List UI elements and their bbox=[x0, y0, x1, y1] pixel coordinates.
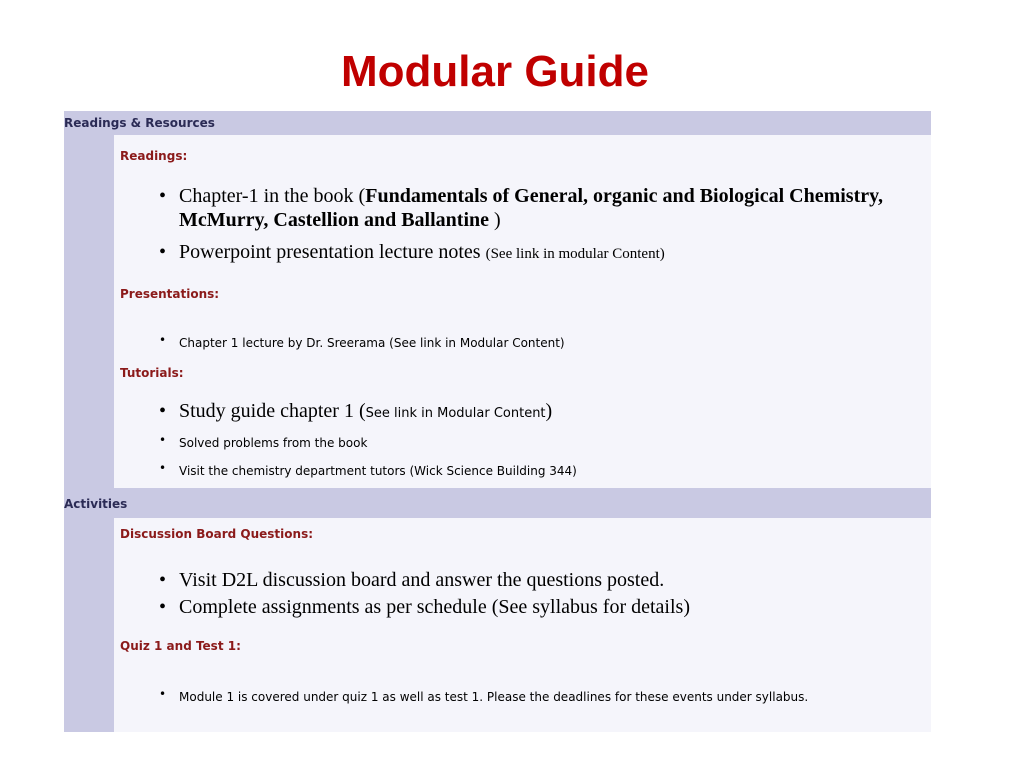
bullet: • bbox=[159, 461, 167, 475]
bullet: • bbox=[159, 687, 167, 701]
modular-guide-panel bbox=[64, 111, 931, 732]
subheading-quiz-test: Quiz 1 and Test 1: bbox=[120, 639, 241, 653]
quiz-module1-text: Module 1 is covered under quiz 1 as well as test 1. Please the deadlines for these events under syllabus. bbox=[179, 690, 809, 704]
section-body-readings-resources bbox=[114, 135, 931, 488]
subheading-tutorials: Tutorials: bbox=[120, 366, 184, 380]
list-item-tutorial-study-guide bbox=[159, 399, 919, 426]
tutorial-study-guide-close: ) bbox=[545, 400, 553, 422]
list-item-presentation-chapter1 bbox=[159, 334, 919, 352]
section-body-activities bbox=[114, 518, 931, 732]
bullet: • bbox=[159, 596, 167, 618]
presentation-chapter1-text: Chapter 1 lecture by Dr. Sreerama (See link in Modular Content) bbox=[179, 336, 565, 350]
subheading-discussion-board: Discussion Board Questions: bbox=[120, 527, 314, 541]
bullet: • bbox=[159, 185, 167, 207]
list-item-tutorial-visit-tutors bbox=[159, 462, 919, 480]
bullet: • bbox=[159, 333, 167, 347]
tutorial-study-guide-note: See link in Modular Content bbox=[365, 406, 546, 421]
list-item-discussion-visit-d2l bbox=[159, 568, 919, 592]
list-item-quiz-module1 bbox=[159, 688, 919, 706]
subheading-presentations: Presentations: bbox=[120, 287, 220, 301]
section-header-readings-resources: Readings & Resources bbox=[64, 116, 215, 130]
tutorial-solved-problems-text: Solved problems from the book bbox=[179, 436, 368, 450]
bullet: • bbox=[159, 433, 167, 447]
bullet: • bbox=[159, 569, 167, 591]
reading-powerpoint-note: (See link in modular Content) bbox=[485, 246, 665, 262]
reading-chapter1-suffix: ) bbox=[489, 209, 501, 231]
list-item-reading-chapter1 bbox=[159, 184, 919, 232]
discussion-visit-d2l-text: Visit D2L discussion board and answer the questions posted. bbox=[179, 569, 665, 591]
subheading-readings: Readings: bbox=[120, 149, 188, 163]
list-item-discussion-assignments bbox=[159, 595, 919, 619]
list-item-tutorial-solved-problems bbox=[159, 434, 919, 452]
tutorial-study-guide-text: Study guide chapter 1 ( bbox=[179, 400, 366, 422]
list-item-reading-powerpoint bbox=[159, 240, 919, 266]
section-header-activities: Activities bbox=[64, 497, 128, 511]
bullet: • bbox=[159, 400, 167, 422]
bullet: • bbox=[159, 241, 167, 263]
tutorial-visit-tutors-text: Visit the chemistry department tutors (Wick Science Building 344) bbox=[179, 464, 577, 478]
page-title: Modular Guide bbox=[341, 47, 649, 96]
reading-chapter1-text bbox=[179, 184, 919, 232]
reading-powerpoint-text: Powerpoint presentation lecture notes bbox=[179, 241, 486, 263]
reading-chapter1-prefix: Chapter-1 in the book ( bbox=[179, 185, 366, 207]
reading-book-title: Fundamentals of General, organic and Biological Chemistry, McMurry, Castellion and Ballantine bbox=[179, 185, 884, 231]
discussion-assignments-text: Complete assignments as per schedule (See syllabus for details) bbox=[179, 596, 690, 618]
